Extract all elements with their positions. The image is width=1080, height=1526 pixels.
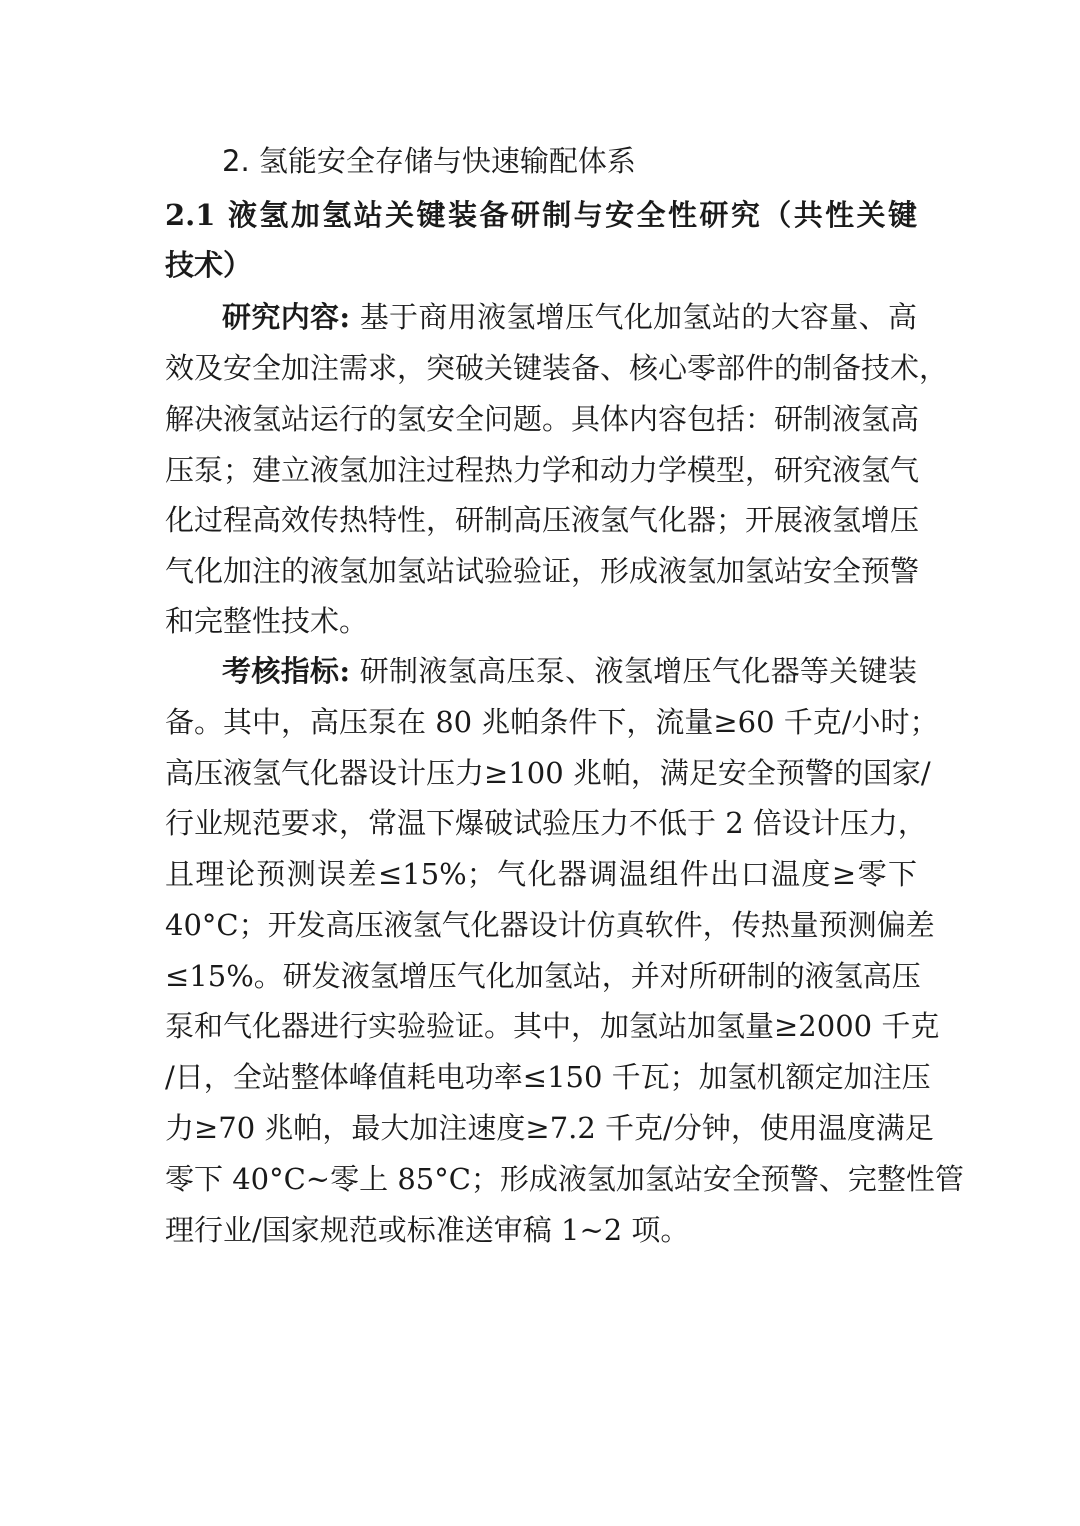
assessment-line-8: 泵和气化器进行实验验证。其中，加氢站加氢量≥2000 千克: [165, 1009, 940, 1043]
assessment-line-11: 零下 40°C~零上 85°C；形成液氢加氢站安全预警、完整性管: [165, 1162, 964, 1196]
assessment-line-9: /日，全站整体峰值耗电功率≤150 千瓦；加氢机额定加注压: [165, 1060, 931, 1094]
research-text-1: 基于商用液氢增压气化加氢站的大容量、高: [359, 300, 917, 334]
research-line-4: 压泵；建立液氢加注过程热力学和动力学模型，研究液氢气: [165, 453, 920, 487]
research-label: 研究内容:: [222, 300, 351, 334]
assessment-line-2: 备。其中，高压泵在 80 兆帕条件下，流量≥60 千克/小时；: [165, 705, 939, 739]
assessment-line-4: 行业规范要求，常温下爆破试验压力不低于 2 倍设计压力，: [165, 806, 927, 840]
assessment-line-3: 高压液氢气化器设计压力≥100 兆帕，满足安全预警的国家/: [165, 756, 931, 790]
assessment-line-10: 力≥70 兆帕，最大加注速度≥7.2 千克/分钟，使用温度满足: [165, 1111, 934, 1145]
research-line-6: 气化加注的液氢加氢站试验验证，形成液氢加氢站安全预警: [165, 554, 920, 588]
subsection-heading-line-1: 2.1 液氢加氢站关键装备研制与安全性研究（共性关键: [165, 198, 917, 232]
assessment-line-6: 40°C；开发高压液氢气化器设计仿真软件，传热量预测偏差: [165, 908, 935, 942]
assessment-line-1: [222, 651, 917, 691]
assessment-line-12: 理行业/国家规范或标准送审稿 1~2 项。: [165, 1213, 690, 1247]
research-line-5: 化过程高效传热特性，研制高压液氢气化器；开展液氢增压: [165, 503, 920, 537]
assessment-text-1: 研制液氢高压泵、液氢增压气化器等关键装: [359, 654, 917, 688]
research-line-2: 效及安全加注需求，突破关键装备、核心零部件的制备技术，: [165, 351, 949, 385]
assessment-line-5: 且理论预测误差≤15%；气化器调温组件出口温度≥零下: [165, 857, 917, 891]
section-heading: 2. 氢能安全存储与快速输配体系: [222, 144, 636, 178]
assessment-label: 考核指标:: [222, 654, 351, 688]
subsection-heading-line-2: 技术）: [165, 248, 253, 282]
assessment-line-7: ≤15%。研发液氢增压气化加氢站，并对所研制的液氢高压: [165, 959, 921, 993]
research-line-7: 和完整性技术。: [165, 604, 369, 638]
research-line-3: 解决液氢站运行的氢安全问题。具体内容包括：研制液氢高: [165, 402, 920, 436]
research-line-1: [222, 297, 917, 337]
